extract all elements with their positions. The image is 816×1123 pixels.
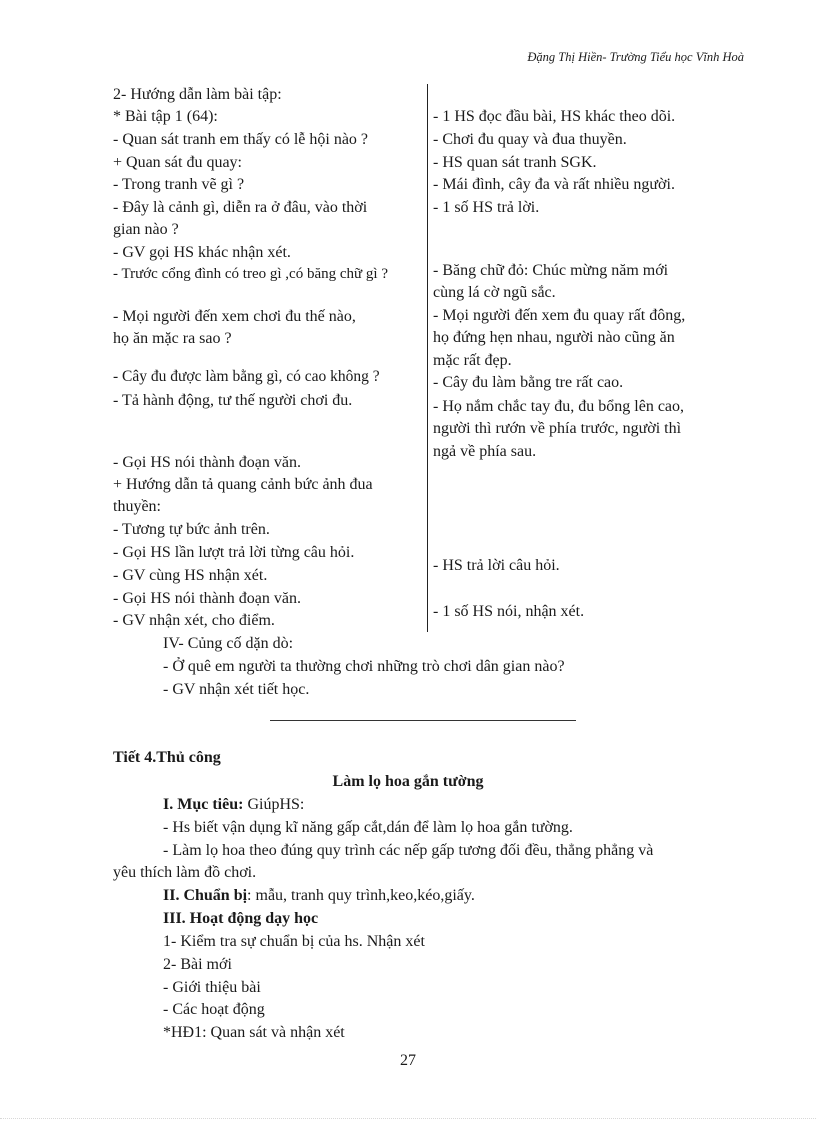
- left-line: - Gọi HS nói thành đoạn văn.: [113, 454, 301, 471]
- preparation-label: II. Chuẩn bị: [163, 887, 248, 904]
- activity-item: - Các hoạt động: [163, 1001, 265, 1018]
- right-line: mặc rất đẹp.: [433, 352, 512, 369]
- objectives-line: [163, 794, 304, 816]
- left-line: + Hướng dẫn tả quang cảnh bức ảnh đua: [113, 476, 373, 493]
- right-line: - HS trả lời câu hỏi.: [433, 557, 560, 574]
- consolidation-line: - Ở quê em người ta thường chơi những trò chơi dân gian nào?: [163, 658, 565, 675]
- bottom-dotted-edge: [0, 1118, 816, 1119]
- left-line: - Gọi HS lần lượt trả lời từng câu hỏi.: [113, 544, 355, 561]
- left-line: - Gọi HS nói thành đoạn văn.: [113, 590, 301, 607]
- left-line: - Trong tranh vẽ gì ?: [113, 176, 245, 193]
- left-line: - GV cùng HS nhận xét.: [113, 567, 268, 584]
- objective-item: - Hs biết vận dụng kĩ năng gấp cắt,dán để làm lọ hoa gắn tường.: [163, 819, 573, 836]
- left-line: - GV gọi HS khác nhận xét.: [113, 244, 291, 261]
- consolidation-line: - GV nhận xét tiết học.: [163, 681, 310, 698]
- right-line: - Cây đu làm bằng tre rất cao.: [433, 374, 624, 391]
- objective-item-cont: yêu thích làm đồ chơi.: [113, 864, 257, 881]
- left-line: + Quan sát đu quay:: [113, 154, 242, 171]
- right-line: - 1 số HS trả lời.: [433, 199, 540, 216]
- left-line: họ ăn mặc ra sao ?: [113, 330, 232, 347]
- activity-item: - Giới thiệu bài: [163, 979, 261, 996]
- right-line: - Băng chữ đỏ: Chúc mừng năm mới: [433, 262, 669, 279]
- objectives-intro: GiúpHS:: [243, 796, 305, 813]
- column-divider: [427, 84, 428, 632]
- objectives-label: I. Mục tiêu:: [163, 796, 244, 813]
- section-separator: [270, 720, 576, 721]
- right-line: - Mọi người đến xem đu quay rất đông,: [433, 307, 686, 324]
- right-line: - Chơi đu quay và đua thuyền.: [433, 131, 627, 148]
- page-number: 27: [400, 1052, 416, 1069]
- page-header: Đặng Thị Hiền- Trường Tiểu học Vĩnh Hoà: [527, 50, 744, 64]
- right-line: ngả về phía sau.: [433, 443, 537, 460]
- right-line: cùng lá cờ ngũ sắc.: [433, 284, 556, 301]
- left-line: 2- Hướng dẫn làm bài tập:: [113, 86, 282, 103]
- right-line: - Họ nắm chắc tay đu, đu bổng lên cao,: [433, 398, 685, 415]
- preparation-line: [163, 885, 475, 907]
- activity-item: 1- Kiểm tra sự chuẩn bị của hs. Nhận xét: [163, 933, 425, 950]
- left-line: - Đây là cảnh gì, diễn ra ở đâu, vào thời: [113, 199, 368, 216]
- left-line: gian nào ?: [113, 221, 179, 238]
- left-line: - Mọi người đến xem chơi đu thế nào,: [113, 308, 356, 325]
- activities-heading: III. Hoạt động dạy học: [163, 910, 319, 927]
- activity-item: *HĐ1: Quan sát và nhận xét: [163, 1024, 345, 1041]
- right-line: người thì rướn về phía trước, người thì: [433, 420, 682, 437]
- right-line: - Mái đình, cây đa và rất nhiều người.: [433, 176, 675, 193]
- lesson-title: Làm lọ hoa gắn tường: [332, 773, 484, 790]
- objective-item: - Làm lọ hoa theo đúng quy trình các nếp gấp tương đối đều, thẳng phẳng và: [163, 842, 654, 859]
- left-line: - Trước cổng đình có treo gì ,có băng chữ gì ?: [113, 266, 388, 282]
- left-line: - GV nhận xét, cho điểm.: [113, 612, 275, 629]
- lesson-heading: Tiết 4.Thủ công: [113, 749, 221, 766]
- preparation-text: : mẫu, tranh quy trình,keo,kéo,giấy.: [247, 887, 475, 904]
- right-line: - HS quan sát tranh SGK.: [433, 154, 597, 171]
- consolidation-title: IV- Củng cố dặn dò:: [163, 635, 294, 652]
- right-line: - 1 số HS nói, nhận xét.: [433, 603, 585, 620]
- left-line: * Bài tập 1 (64):: [113, 108, 218, 125]
- left-line: thuyền:: [113, 498, 161, 515]
- right-line: - 1 HS đọc đầu bài, HS khác theo dõi.: [433, 108, 676, 125]
- left-line: - Quan sát tranh em thấy có lễ hội nào ?: [113, 131, 369, 148]
- right-line: họ đứng hẹn nhau, người nào cũng ăn: [433, 329, 675, 346]
- activity-item: 2- Bài mới: [163, 956, 232, 973]
- left-line: - Tả hành động, tư thế người chơi đu.: [113, 392, 353, 409]
- left-line: - Cây đu được làm bằng gì, có cao không ?: [113, 368, 380, 385]
- left-line: - Tương tự bức ảnh trên.: [113, 521, 270, 538]
